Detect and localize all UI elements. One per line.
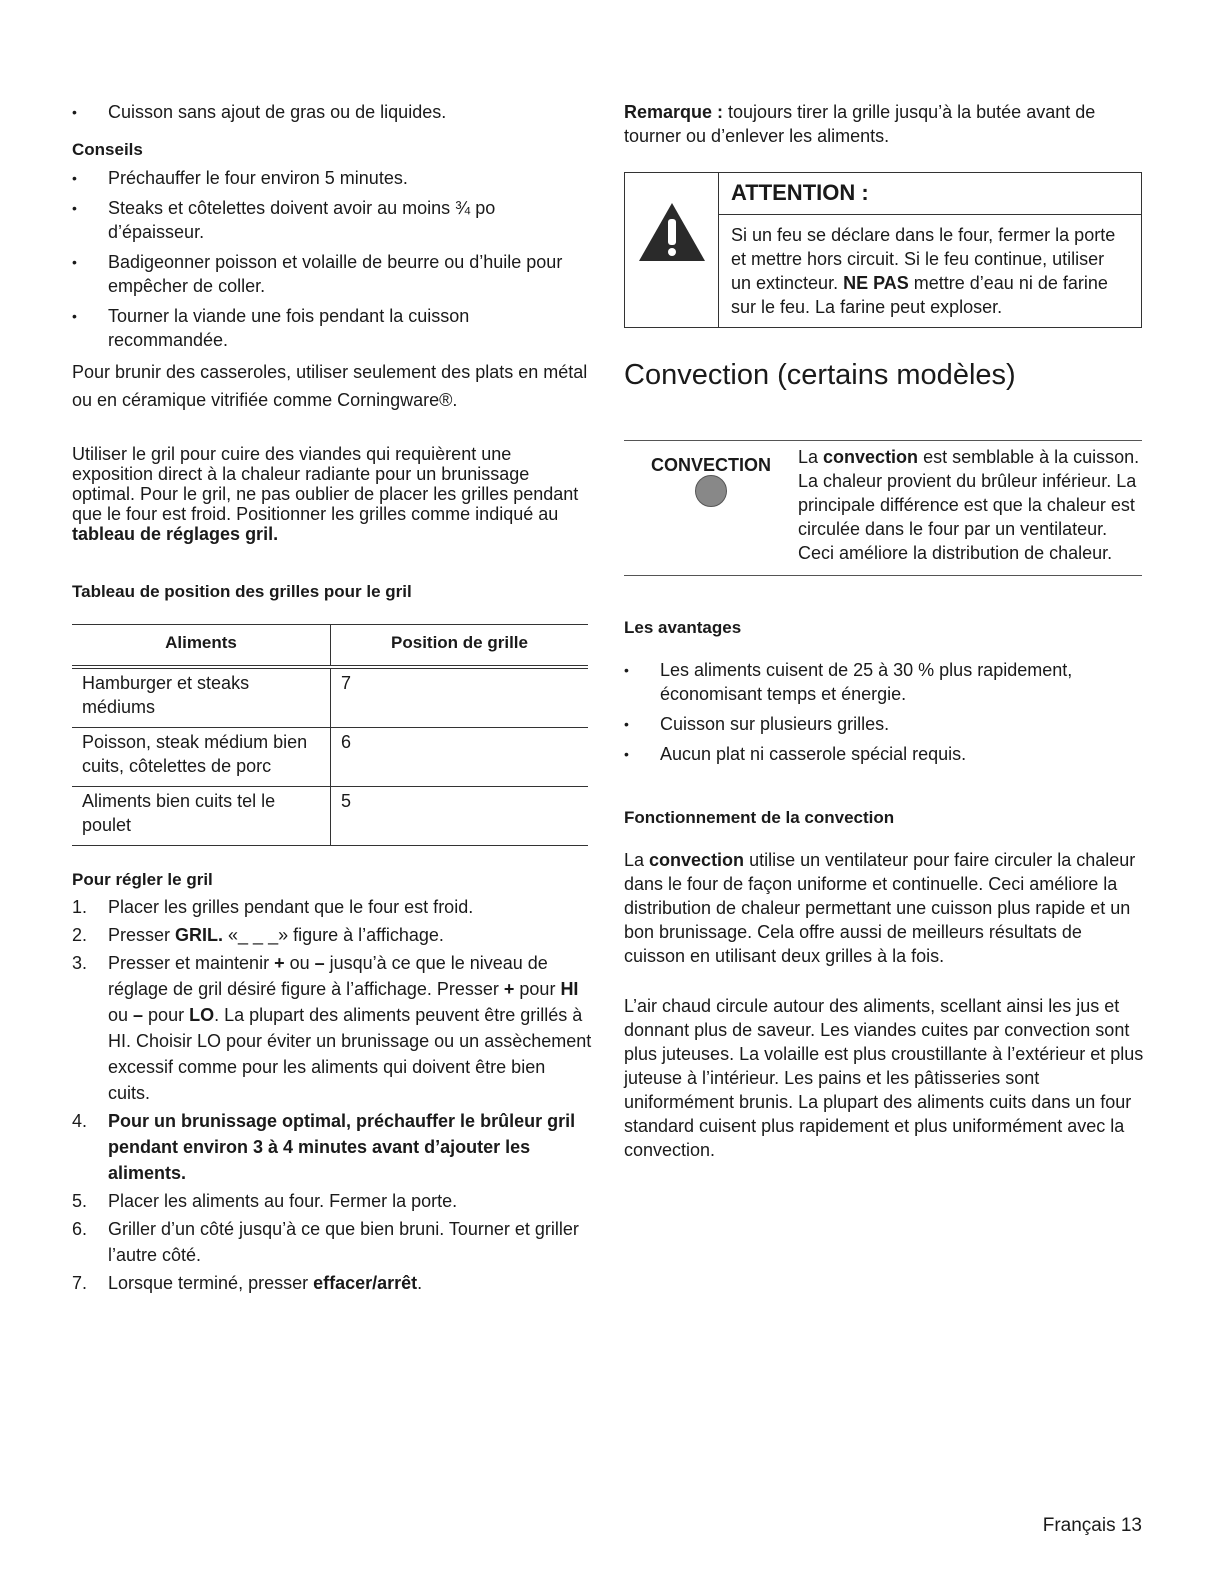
- list-item: • Préchauffer le four environ 5 minutes.: [72, 166, 592, 190]
- list-item: • Cuisson sur plusieurs grilles.: [624, 712, 1144, 736]
- attention-title: ATTENTION :: [719, 173, 1141, 215]
- attention-box: [624, 172, 1142, 328]
- step-text: ou: [108, 1005, 134, 1025]
- step-text: Lorsque terminé, presser: [108, 1273, 314, 1293]
- text-part: La: [624, 850, 650, 870]
- casseroles-paragraph: Pour brunir des casseroles, utiliser seulement des plats en métal ou en céramique vitrifiée comme Corningware®.: [72, 362, 588, 410]
- step-text: . La plupart des aliments peuvent être grillés à HI. Choisir LO pour éviter un brunissage ou un assèchement excessif comme pour les aliments qui doivent être bien cuits.: [108, 1005, 592, 1103]
- food-cell: Poisson, steak médium bien cuits, côtelettes de porc: [72, 728, 331, 787]
- list-item: • Tourner la viande une fois pendant la cuisson recommandée.: [72, 304, 592, 352]
- step-number: 1.: [72, 897, 88, 917]
- step-text: Presser et maintenir: [108, 953, 275, 973]
- step-text: ou: [284, 953, 315, 973]
- step-text: Griller d’un côté jusqu’à ce que bien bruni. Tourner et griller l’autre côté.: [108, 1219, 579, 1265]
- table-row: [72, 728, 588, 787]
- list-item: • Les aliments cuisent de 25 à 30 % plus rapidement, économisant temps et énergie.: [624, 658, 1144, 706]
- step-bold-text: +: [503, 979, 515, 999]
- step-item: [72, 1188, 592, 1214]
- remarque-label: Remarque :: [624, 102, 724, 122]
- attention-bold: NE PAS: [843, 273, 909, 293]
- step-number: 3.: [72, 953, 88, 973]
- step-text: jusqu’à ce que le niveau de réglage de gril désiré figure à l’affichage. Presser: [108, 953, 548, 999]
- position-cell: 5: [331, 787, 589, 846]
- remarque-text: toujours tirer la grille jusqu’à la butée avant de tourner ou d’enlever les aliments.: [624, 102, 1096, 146]
- avantages-list: [624, 658, 1144, 766]
- table-row: [72, 787, 588, 846]
- fonctionnement-heading: Fonctionnement de la convection: [624, 808, 895, 827]
- step-number: 5.: [72, 1191, 88, 1211]
- step-text: Presser: [108, 925, 176, 945]
- step-bold-text: effacer/arrêt: [313, 1273, 418, 1293]
- regler-heading: Pour régler le gril: [72, 870, 213, 889]
- list-item: • Cuisson sans ajout de gras ou de liquides.: [72, 100, 592, 124]
- step-number: 7.: [72, 1273, 88, 1293]
- avantages-heading: Les avantages: [624, 618, 742, 637]
- attention-text: [719, 215, 1141, 327]
- grill-steps-list: [72, 894, 592, 1296]
- food-cell: Hamburger et steaks médiums: [72, 667, 331, 728]
- column-header-position: Position de grille: [331, 625, 589, 668]
- convection-info-box: [624, 440, 1142, 576]
- step-bold-text: –: [133, 1005, 144, 1025]
- step-bold-text: GRIL.: [175, 925, 224, 945]
- step-item: [72, 1216, 592, 1268]
- gril-settings-reference: tableau de réglages gril.: [72, 524, 279, 544]
- remarque-note: [624, 100, 1144, 148]
- step-item: [72, 894, 592, 920]
- attention-text-part: mettre d’eau ni de farine sur le feu. La farine peut exploser.: [731, 273, 1108, 317]
- position-cell: 6: [331, 728, 589, 787]
- convection-bold: convection: [823, 447, 919, 467]
- convection-text-part: est semblable à la cuisson. La chaleur provient du brûleur inférieur. La principale différence est que la chaleur est circulée dans le four par un ventilateur. Ceci améliore la distribution de chaleur.: [798, 447, 1140, 563]
- convection-bold: convection: [649, 850, 745, 870]
- left-column: [72, 100, 592, 1298]
- step-text: pour: [143, 1005, 190, 1025]
- column-header-food: Aliments: [72, 625, 331, 668]
- convection-text-part: La: [798, 447, 824, 467]
- step-number: 2.: [72, 925, 88, 945]
- step-item: [72, 1108, 592, 1186]
- convection-title: Convection (certains modèles): [624, 359, 1016, 391]
- step-text: Placer les grilles pendant que le four est froid.: [108, 897, 474, 917]
- step-number: 6.: [72, 1219, 88, 1239]
- step-item: [72, 950, 592, 1106]
- list-item: • Aucun plat ni casserole spécial requis.: [624, 742, 1144, 766]
- step-bold-text: LO: [189, 1005, 215, 1025]
- fonctionnement-paragraph-1: [624, 848, 1144, 968]
- convection-button-icon: [695, 475, 727, 507]
- gril-paragraph: [72, 444, 592, 544]
- conseils-list: [72, 166, 592, 352]
- step-number: 4.: [72, 1111, 88, 1131]
- table-header-row: [72, 625, 588, 668]
- step-bold-text: HI: [560, 979, 579, 999]
- table-title: Tableau de position des grilles pour le gril: [72, 582, 412, 601]
- fonctionnement-paragraph-2: L’air chaud circule autour des aliments, scellant ainsi les jus et donnant plus de saveur. Les viandes cuites par convection sont plus juteuses. La volaille est plus croustillante à l’extérieur et plus juteuse à l’intérieur. Les pains et les pâtisseries sont uniformément brunis. La plupart des aliments cuits dans un four standard cuisent plus rapidement et plus uniformément avec la convection.: [624, 996, 1144, 1160]
- list-item: • Steaks et côtelettes doivent avoir au moins ¾ po d’épaisseur.: [72, 196, 592, 244]
- step-bold-text: +: [274, 953, 285, 973]
- step-text: «_ _ _» figure à l’affichage.: [223, 925, 444, 945]
- step-text: Placer les aliments au four. Fermer la porte.: [108, 1191, 458, 1211]
- grill-position-table: [72, 624, 588, 846]
- conseils-heading: Conseils: [72, 140, 143, 159]
- list-item: • Badigeonner poisson et volaille de beurre ou d’huile pour empêcher de coller.: [72, 250, 592, 298]
- step-item: [72, 922, 592, 948]
- table-row: [72, 667, 588, 728]
- position-cell: 7: [331, 667, 589, 728]
- step-item: [72, 1270, 592, 1296]
- food-cell: Aliments bien cuits tel le poulet: [72, 787, 331, 846]
- warning-triangle-icon: [637, 201, 707, 263]
- step-bold-text: –: [314, 953, 325, 973]
- attention-text-part: Si un feu se déclare dans le four, fermer la porte et mettre hors circuit. Si le feu continue, utiliser un extincteur.: [731, 225, 1116, 293]
- intro-bullets: [72, 100, 592, 124]
- step-text: pour: [514, 979, 561, 999]
- convection-key-label: CONVECTION: [650, 455, 771, 475]
- text-part: utilise un ventilateur pour faire circuler la chaleur dans le four de façon uniforme et continuelle. Ceci améliore la distribution de chaleur permettant une cuisson plus rapide et un bon brunissage. Cela offre aussi de meilleurs résultats de cuisson en utilisant deux grilles à la fois.: [624, 850, 1136, 966]
- right-column: [624, 100, 1144, 1162]
- convection-description: [798, 445, 1142, 565]
- page-footer: Français 13: [1042, 1515, 1142, 1536]
- gril-paragraph-text: Utiliser le gril pour cuire des viandes qui requièrent une exposition direct à la chaleur radiante pour un brunissage optimal. Pour le gril, ne pas oublier de placer les grilles pendant que le four est froid. Positionner les grilles comme indiqué au: [72, 444, 579, 524]
- step-text: .: [417, 1273, 423, 1293]
- step-bold-text: Pour un brunissage optimal, préchauffer le brûleur gril pendant environ 3 à 4 minutes avant d’ajouter les aliments.: [108, 1111, 576, 1183]
